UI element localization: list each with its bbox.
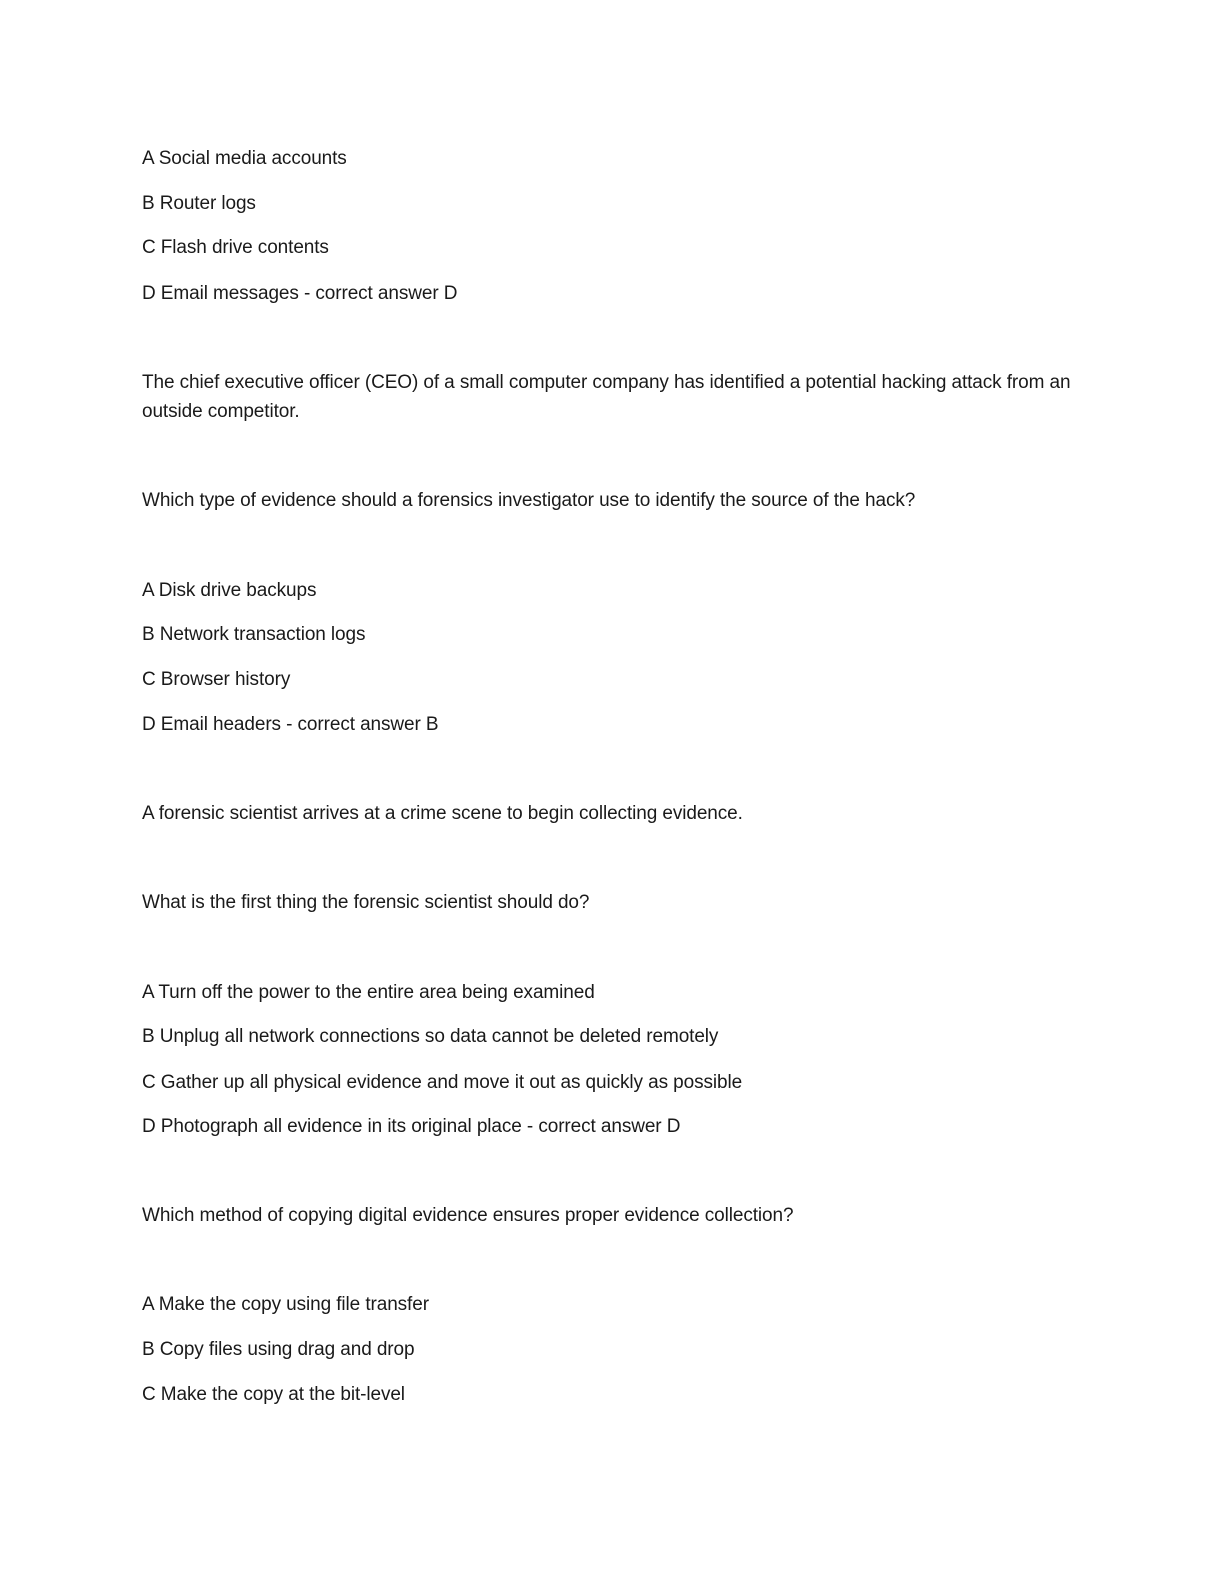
q2-question: Which type of evidence should a forensics investigator use to identify the source of the hack? — [142, 490, 916, 511]
q4-question: Which method of copying digital evidence ensures proper evidence collection? — [142, 1205, 794, 1226]
q1-option-c: C Flash drive contents — [142, 237, 329, 258]
q3-option-a: A Turn off the power to the entire area being examined — [142, 982, 595, 1003]
q1-option-b: B Router logs — [142, 193, 256, 214]
q3-option-b: B Unplug all network connections so data cannot be deleted remotely — [142, 1026, 719, 1047]
q3-question: What is the first thing the forensic scientist should do? — [142, 892, 590, 913]
q2-option-d: D Email headers - correct answer B — [142, 714, 439, 735]
q2-scenario: The chief executive officer (CEO) of a small computer company has identified a potential hacking attack from an outside competitor. — [142, 372, 1071, 422]
q4-option-a: A Make the copy using file transfer — [142, 1294, 429, 1315]
q4-option-c: C Make the copy at the bit-level — [142, 1384, 405, 1405]
q2-option-b: B Network transaction logs — [142, 624, 366, 645]
q3-option-c: C Gather up all physical evidence and move it out as quickly as possible — [142, 1072, 743, 1093]
q2-option-c: C Browser history — [142, 669, 291, 690]
q1-option-a: A Social media accounts — [142, 148, 347, 169]
q3-option-d: D Photograph all evidence in its original place - correct answer D — [142, 1116, 681, 1137]
q2-option-a: A Disk drive backups — [142, 580, 317, 601]
q3-scenario: A forensic scientist arrives at a crime scene to begin collecting evidence. — [142, 803, 743, 824]
q1-option-d: D Email messages - correct answer D — [142, 283, 458, 304]
q4-option-b: B Copy files using drag and drop — [142, 1339, 415, 1360]
